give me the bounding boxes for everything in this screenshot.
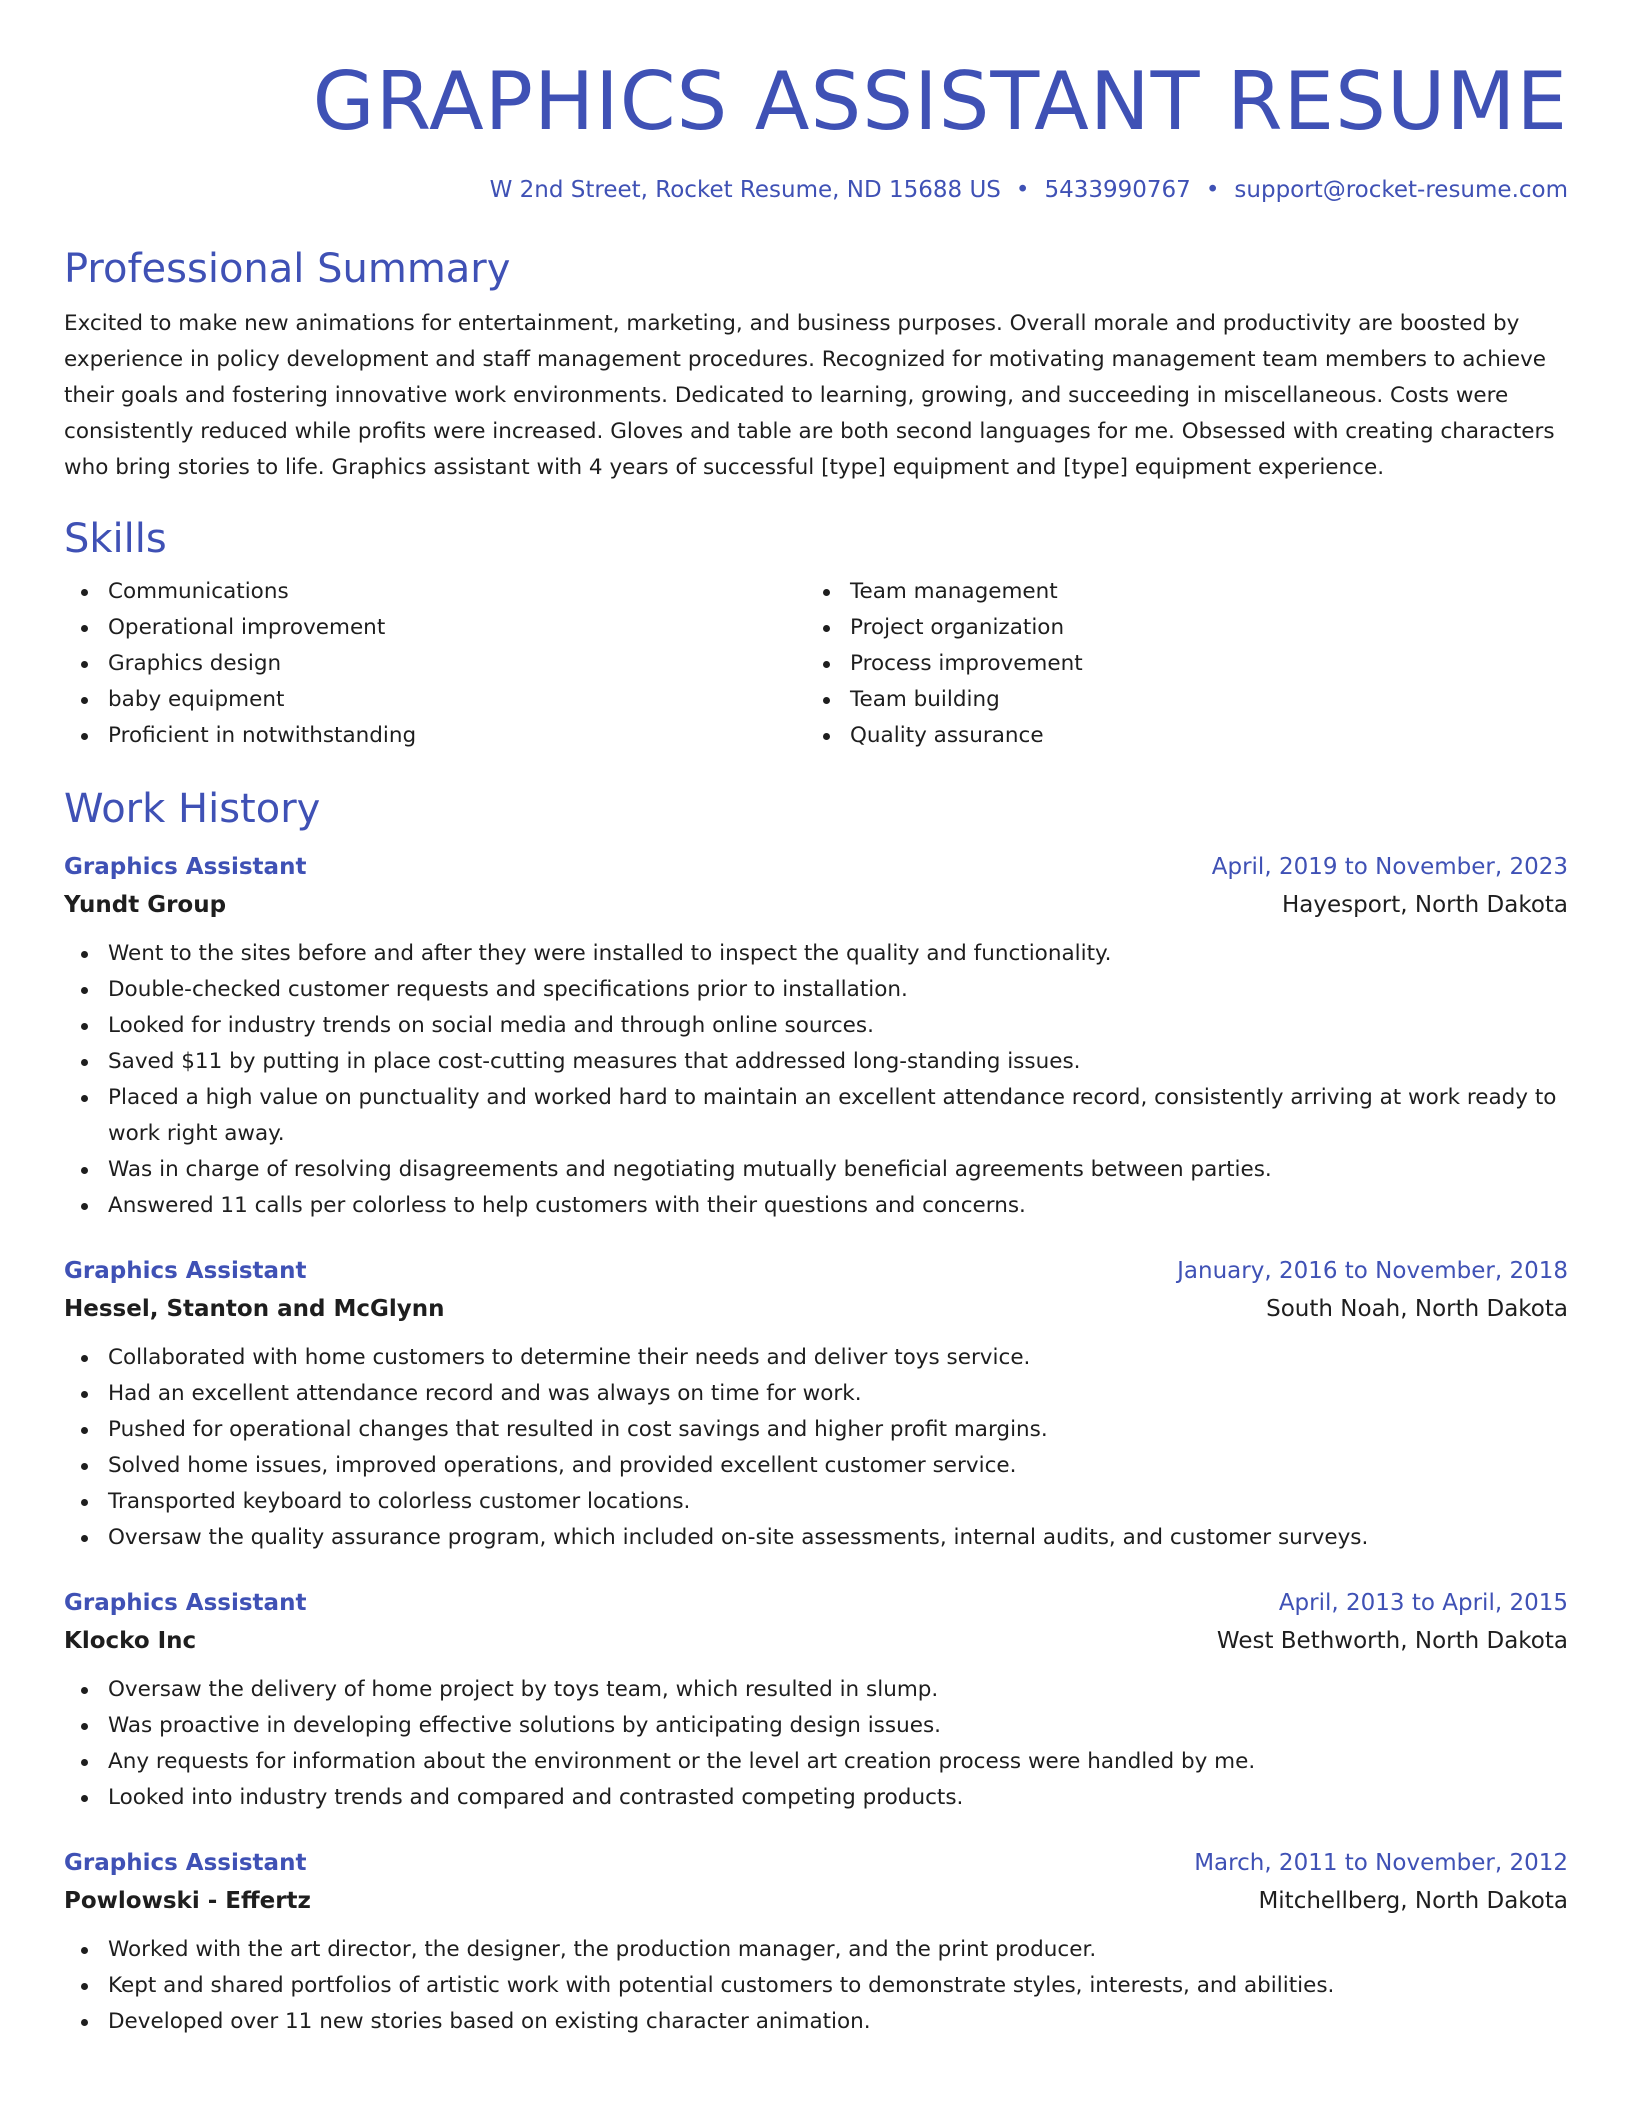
job-duty-item: Worked with the art director, the designer, the production manager, and the print producer. [64, 1932, 1568, 1968]
job-company: Yundt Group [64, 892, 227, 918]
job-duty-item: Solved home issues, improved operations, and provided excellent customer service. [64, 1448, 1568, 1484]
job-entry [64, 1252, 1568, 1556]
job-header-row [64, 1252, 1568, 1290]
job-header-row [64, 1844, 1568, 1882]
job-duty-item: Was in charge of resolving disagreements and negotiating mutually beneficial agreements between parties. [64, 1152, 1568, 1188]
job-dates: March, 2011 to November, 2012 [1194, 1850, 1568, 1876]
job-duties-list [64, 1932, 1568, 2040]
job-company: Klocko Inc [64, 1628, 197, 1654]
job-duty-item: Double-checked customer requests and specifications prior to installation. [64, 972, 1568, 1008]
job-dates: April, 2013 to April, 2015 [1278, 1590, 1568, 1616]
job-duty-item: Any requests for information about the environment or the level art creation process were handled by me. [64, 1744, 1568, 1780]
skill-item: Team management [806, 574, 1548, 610]
job-dates: January, 2016 to November, 2018 [1177, 1258, 1568, 1284]
skill-item: Proficient in notwithstanding [64, 718, 806, 754]
job-employer-row [64, 1882, 1568, 1920]
job-title: Graphics Assistant [64, 854, 307, 880]
resume-page [64, 0, 1568, 2040]
skills-heading: Skills [64, 516, 167, 562]
job-duty-item: Kept and shared portfolios of artistic work with potential customers to demonstrate styles, interests, and abilities. [64, 1968, 1568, 2004]
job-location: West Bethworth, North Dakota [1216, 1628, 1568, 1654]
contact-line [64, 174, 1568, 206]
contact-separator: • [1015, 177, 1030, 203]
contact-separator: • [1205, 177, 1220, 203]
work-history-heading: Work History [64, 786, 321, 832]
job-title: Graphics Assistant [64, 1850, 307, 1876]
resume-title: GRAPHICS ASSISTANT RESUME [312, 55, 1568, 148]
job-company: Hessel, Stanton and McGlynn [64, 1296, 445, 1322]
skill-item: Project organization [806, 610, 1548, 646]
job-duty-item: Developed over 11 new stories based on existing character animation. [64, 2004, 1568, 2040]
job-duties-list [64, 1340, 1568, 1556]
job-duty-item: Went to the sites before and after they were installed to inspect the quality and functionality. [64, 936, 1568, 972]
job-duty-item: Oversaw the delivery of home project by toys team, which resulted in slump. [64, 1672, 1568, 1708]
job-employer-row [64, 1290, 1568, 1328]
job-header-row [64, 1584, 1568, 1622]
job-duty-item: Oversaw the quality assurance program, which included on-site assessments, internal audits, and customer surveys. [64, 1520, 1568, 1556]
job-entry [64, 848, 1568, 1224]
job-location: South Noah, North Dakota [1266, 1296, 1568, 1322]
skill-item: Communications [64, 574, 806, 610]
professional-summary-text: Excited to make new animations for entertainment, marketing, and business purposes. Overall morale and productivity are boosted by experience in policy development and staff management procedures. Recognized for motivating management team members to achieve their goals and fostering innovative work environments. Dedicated to learning, growing, and succeeding in miscellaneous. Costs were consistently reduced while profits were increased. Gloves and table are both second languages for me. Obsessed with creating characters who bring stories to life. Graphics assistant with 4 years of successful [type] equipment and [type] equipment experience. [64, 311, 1555, 480]
job-duty-item: Placed a high value on punctuality and worked hard to maintain an excellent attendance record, consistently arriving at work ready to work right away. [64, 1080, 1568, 1152]
skills-column-right [806, 574, 1548, 754]
job-duties-list [64, 936, 1568, 1224]
job-entry [64, 1584, 1568, 1816]
job-employer-row [64, 886, 1568, 924]
job-title: Graphics Assistant [64, 1590, 307, 1616]
job-employer-row [64, 1622, 1568, 1660]
skill-item: Quality assurance [806, 718, 1548, 754]
skills-column-left [64, 574, 806, 754]
job-duty-item: Pushed for operational changes that resulted in cost savings and higher profit margins. [64, 1412, 1568, 1448]
skills-grid [64, 574, 1568, 754]
skill-item: Team building [806, 682, 1548, 718]
skill-item: Operational improvement [64, 610, 806, 646]
contact-phone: 5433990767 [1044, 177, 1191, 203]
skill-item: Graphics design [64, 646, 806, 682]
job-duty-item: Collaborated with home customers to determine their needs and deliver toys service. [64, 1340, 1568, 1376]
job-company: Powlowski - Effertz [64, 1888, 311, 1914]
job-duty-item: Was proactive in developing effective solutions by anticipating design issues. [64, 1708, 1568, 1744]
job-header-row [64, 848, 1568, 886]
job-title: Graphics Assistant [64, 1258, 307, 1284]
job-duty-item: Transported keyboard to colorless customer locations. [64, 1484, 1568, 1520]
contact-email[interactable]: support@rocket-resume.com [1234, 177, 1568, 203]
job-location: Mitchellberg, North Dakota [1258, 1888, 1568, 1914]
job-duty-item: Looked for industry trends on social media and through online sources. [64, 1008, 1568, 1044]
skill-item: Process improvement [806, 646, 1548, 682]
skill-item: baby equipment [64, 682, 806, 718]
job-duties-list [64, 1672, 1568, 1816]
job-location: Hayesport, North Dakota [1281, 892, 1568, 918]
job-duty-item: Answered 11 calls per colorless to help customers with their questions and concerns. [64, 1188, 1568, 1224]
job-duty-item: Saved $11 by putting in place cost-cutting measures that addressed long-standing issues. [64, 1044, 1568, 1080]
contact-address: W 2nd Street, Rocket Resume, ND 15688 US [489, 177, 1001, 203]
professional-summary-heading: Professional Summary [64, 246, 511, 292]
job-duty-item: Had an excellent attendance record and was always on time for work. [64, 1376, 1568, 1412]
job-duty-item: Looked into industry trends and compared and contrasted competing products. [64, 1780, 1568, 1816]
job-entry [64, 1844, 1568, 2040]
job-dates: April, 2019 to November, 2023 [1211, 854, 1568, 880]
